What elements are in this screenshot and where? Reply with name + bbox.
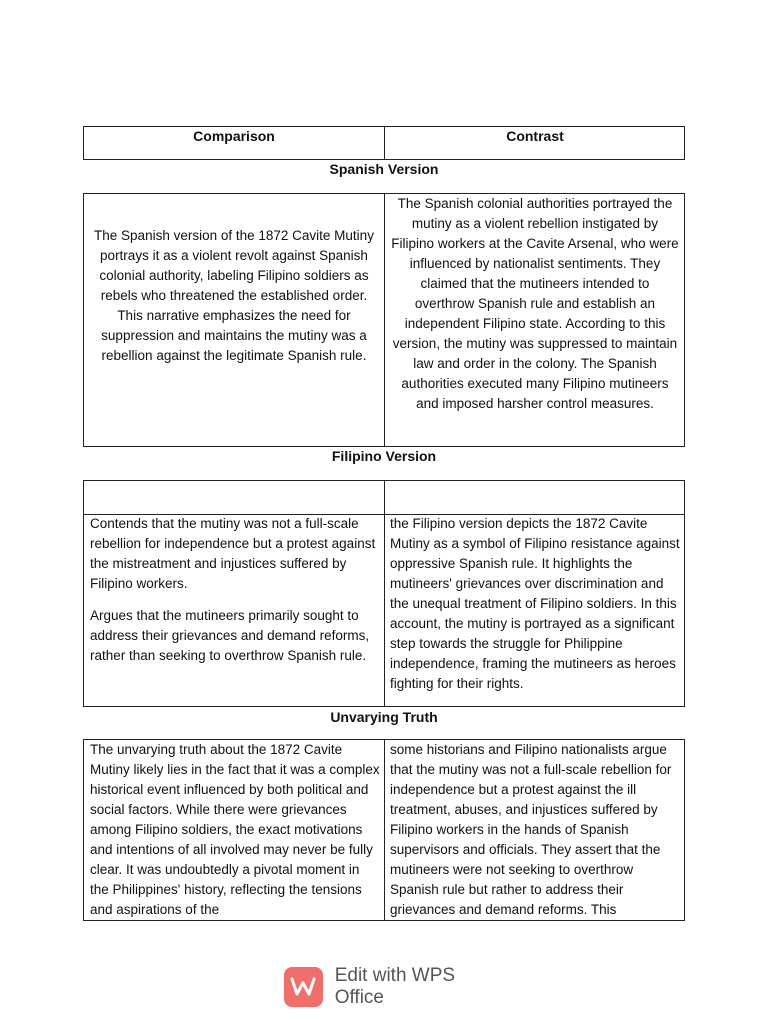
spanish-version-title: Spanish Version [329, 161, 439, 177]
spanish-contrast-cell: The Spanish colonial authorities portrayed the mutiny as a violent rebellion instigated by Filipino workers at the Cavite Arsenal, who were influenced by nationalist sentiments. They claimed that the mutineers intended to overthrow Spanish rule and establish an independent Filipino state. According to this version, the mutiny was suppressed to maintain law and order in the colony. The Spanish authorities executed many Filipino mutineers and imposed harsher control measures. [391, 196, 679, 411]
spanish-table [83, 193, 685, 447]
unvarying-truth-title: Unvarying Truth [330, 709, 438, 725]
filipino-comparison-cell [90, 514, 380, 666]
filipino-contrast-cell: the Filipino version depicts the 1872 Cavite Mutiny as a symbol of Filipino resistance against oppressive Spanish rule. It highlights the mutineers' grievances over discrimination and the unequal treatment of Filipino soldiers. In this account, the mutiny is portrayed as a significant step towards the struggle for Philippine independence, framing the mutineers as heroes fighting for their rights. [390, 516, 680, 691]
spanish-divider [384, 194, 385, 446]
filipino-comparison-para-1: Contends that the mutiny was not a full-scale rebellion for independence but a protest against the mistreatment and injustices suffered by Filipino workers. [90, 516, 376, 591]
filipino-comparison-para-2: Argues that the mutineers primarily sought to address their grievances and demand reforms, rather than seeking to overthrow Spanish rule. [90, 608, 370, 663]
unvarying-divider [384, 740, 385, 920]
unvarying-table [83, 739, 685, 921]
wps-edit-label[interactable]: Edit with WPS Office [334, 965, 456, 1008]
filipino-table [83, 480, 685, 707]
wps-office-logo-icon [284, 967, 323, 1007]
unvarying-contrast-cell: some historians and Filipino nationalists argue that the mutiny was not a full-scale rebellion for independence but a protest against the ill treatment, abuses, and injustices suffered by Filipino workers in the hands of Spanish supervisors and officials. They assert that the mutineers were not seeking to overthrow Spanish rule but rather to address their grievances and demand reforms. This [390, 742, 672, 917]
spanish-comparison-cell: The Spanish version of the 1872 Cavite Mutiny portrays it as a violent revolt against Spanish colonial authority, labeling Filipino soldiers as rebels who threatened the established order. This narrative emphasizes the need for suppression and maintains the mutiny was a rebellion against the legitimate Spanish rule. [94, 228, 374, 363]
filipino-version-title: Filipino Version [331, 448, 437, 464]
comparison-header: Comparison [193, 128, 275, 144]
contrast-header: Contrast [506, 128, 564, 144]
unvarying-comparison-cell: The unvarying truth about the 1872 Cavite Mutiny likely lies in the fact that it was a complex historical event influenced by both political and social factors. While there were grievances among Filipino soldiers, the exact motivations and intentions of all involved may never be fully clear. It was undoubtedly a pivotal moment in the Philippines' history, reflecting the tensions and aspirations of the [90, 742, 380, 917]
wps-edit-badge[interactable] [284, 966, 504, 1008]
header-table [83, 126, 685, 160]
